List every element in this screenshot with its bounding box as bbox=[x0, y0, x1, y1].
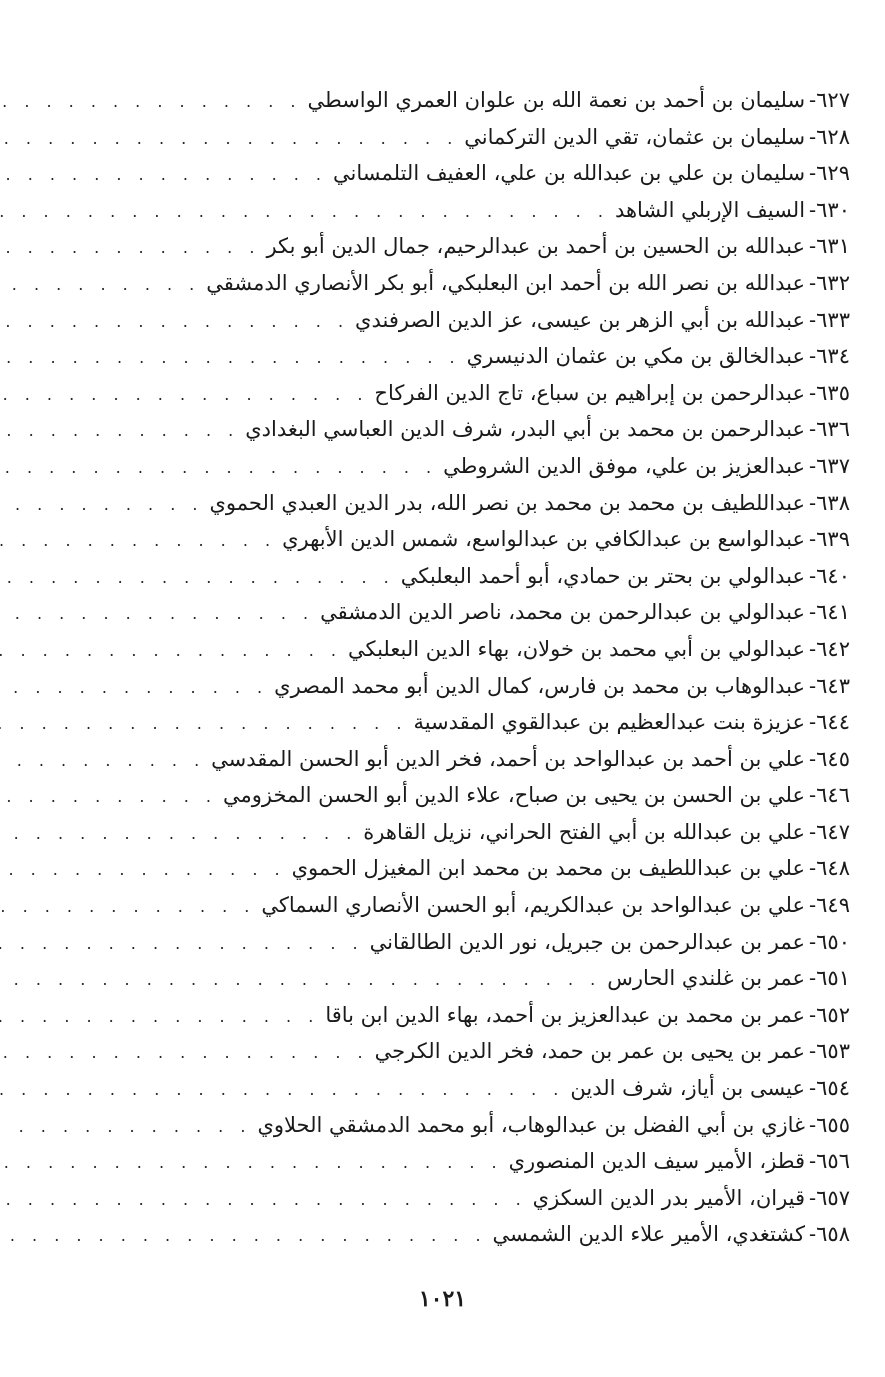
dot-leader bbox=[0, 121, 464, 158]
entry-separator: - bbox=[809, 966, 817, 991]
toc-entry bbox=[112, 594, 850, 631]
toc-entry bbox=[112, 411, 850, 448]
entry-separator: - bbox=[809, 344, 817, 369]
toc-entry bbox=[112, 741, 850, 778]
entry-title: سليمان بن أحمد بن نعمة الله بن علوان العمري الواسطي bbox=[307, 88, 806, 112]
toc-entry bbox=[112, 924, 850, 961]
dot-leader bbox=[0, 926, 370, 963]
entry-number: ٦٥٠ bbox=[816, 929, 850, 954]
entry-number: ٦٣٢ bbox=[816, 270, 850, 295]
entry-separator: - bbox=[809, 197, 817, 222]
entry-separator: - bbox=[809, 307, 817, 332]
entry-title: عمر بن عبدالرحمن بن جبريل، نور الدين الطالقاني bbox=[369, 929, 806, 954]
dot-leader bbox=[0, 889, 261, 926]
entry-separator: - bbox=[809, 88, 817, 112]
entry-number: ٦٣٠ bbox=[816, 197, 850, 222]
dot-leader bbox=[0, 1109, 257, 1146]
entry-number: ٦٤١ bbox=[816, 600, 850, 625]
dot-leader bbox=[0, 194, 615, 231]
dot-leader bbox=[0, 633, 348, 670]
dot-leader bbox=[0, 487, 209, 524]
entry-title: قيران، الأمير بدر الدين السكزي bbox=[532, 1185, 806, 1210]
entry-number: ٦٣٨ bbox=[816, 490, 850, 515]
entry-separator: - bbox=[809, 563, 817, 588]
toc-entry bbox=[112, 485, 850, 522]
dot-leader bbox=[0, 706, 413, 743]
dot-leader bbox=[0, 670, 274, 707]
entry-separator: - bbox=[809, 161, 817, 186]
toc-entry bbox=[112, 448, 850, 485]
dot-leader bbox=[0, 999, 325, 1036]
entry-number: ٦٥٢ bbox=[816, 1002, 850, 1027]
entry-separator: - bbox=[809, 234, 817, 259]
entry-number: ٦٣٦ bbox=[816, 417, 850, 442]
entry-number: ٦٣٩ bbox=[816, 527, 850, 552]
toc-entry bbox=[112, 192, 850, 229]
entry-separator: - bbox=[809, 1222, 817, 1247]
dot-leader bbox=[0, 1182, 533, 1219]
toc-entry bbox=[112, 521, 850, 558]
toc-entry bbox=[112, 265, 850, 302]
entry-number: ٦٣٧ bbox=[816, 453, 850, 478]
entry-title: عبدالله بن الحسين بن أحمد بن عبدالرحيم، جمال الدين أبو بكر bbox=[266, 234, 806, 259]
entry-separator: - bbox=[809, 856, 817, 881]
dot-leader bbox=[0, 84, 307, 121]
entry-number: ٦٤٧ bbox=[816, 819, 850, 844]
toc-entry bbox=[112, 777, 850, 814]
entry-title: عبداللطيف بن محمد بن محمد بن نصر الله، بدر الدين العبدي الحموي bbox=[209, 490, 806, 515]
toc-entry bbox=[112, 1033, 850, 1070]
entry-title: عبدالولي بن بحتر بن حمادي، أبو أحمد البعلبكي bbox=[400, 563, 806, 588]
entry-separator: - bbox=[809, 417, 817, 442]
entry-number: ٦٥٣ bbox=[816, 1039, 850, 1064]
entry-number: ٦٥٤ bbox=[816, 1076, 850, 1101]
entry-title: غازي بن أبي الفضل بن عبدالوهاب، أبو محمد الدمشقي الحلاوي bbox=[257, 1112, 806, 1137]
dot-leader bbox=[0, 596, 320, 633]
dot-leader bbox=[0, 304, 355, 341]
entry-separator: - bbox=[809, 710, 817, 735]
entry-title: سليمان بن علي بن عبدالله بن علي، العفيف التلمساني bbox=[333, 161, 806, 186]
dot-leader bbox=[0, 1145, 509, 1182]
entry-title: علي بن الحسن بن يحيى بن صباح، علاء الدين أبو الحسن المخزومي bbox=[223, 783, 806, 808]
entry-title: عبدالعزيز بن علي، موفق الدين الشروطي bbox=[443, 453, 806, 478]
entry-number: ٦٥٨ bbox=[816, 1222, 850, 1247]
toc-entry bbox=[112, 631, 850, 668]
entry-number: ٦٤٥ bbox=[816, 746, 850, 771]
toc-entry bbox=[112, 1180, 850, 1217]
entry-number: ٦٥٥ bbox=[816, 1112, 850, 1137]
entry-title: عبدالولي بن أبي محمد بن خولان، بهاء الدين البعلبكي bbox=[347, 636, 806, 661]
entry-number: ٦٥٧ bbox=[816, 1185, 850, 1210]
toc-entry bbox=[112, 302, 850, 339]
entry-number: ٦٥٦ bbox=[816, 1149, 850, 1174]
entry-title: عمر بن يحيى بن عمر بن حمد، فخر الدين الكرجي bbox=[374, 1039, 806, 1064]
dot-leader bbox=[0, 377, 374, 414]
toc-entry bbox=[112, 887, 850, 924]
entry-separator: - bbox=[809, 490, 817, 515]
dot-leader bbox=[0, 267, 206, 304]
entry-title: علي بن عبدالله بن أبي الفتح الحراني، نزيل القاهرة bbox=[363, 819, 806, 844]
entry-title: عبدالواسع بن عبدالكافي بن عبدالواسع، شمس الدين الأبهري bbox=[282, 527, 806, 552]
entry-separator: - bbox=[809, 783, 817, 808]
toc-entry bbox=[112, 668, 850, 705]
entry-title: قطز، الأمير سيف الدين المنصوري bbox=[508, 1149, 806, 1174]
entry-separator: - bbox=[809, 1112, 817, 1137]
entry-separator: - bbox=[809, 1185, 817, 1210]
entry-title: عبدالله بن نصر الله بن أحمد ابن البعلبكي، أبو بكر الأنصاري الدمشقي bbox=[206, 270, 806, 295]
entry-separator: - bbox=[809, 929, 817, 954]
entry-title: عيسى بن أياز، شرف الدين bbox=[570, 1076, 806, 1101]
toc-entry bbox=[112, 1107, 850, 1144]
toc-entry bbox=[112, 119, 850, 156]
entry-separator: - bbox=[809, 380, 817, 405]
entry-title: علي بن عبداللطيف بن محمد بن محمد ابن المغيزل الحموي bbox=[291, 856, 806, 881]
dot-leader bbox=[0, 1035, 375, 1072]
entry-separator: - bbox=[809, 124, 817, 149]
page-number: ١٠٢١ bbox=[418, 1286, 467, 1312]
toc-entry bbox=[112, 1216, 850, 1253]
toc-entry bbox=[112, 1143, 850, 1180]
toc-entry bbox=[112, 1070, 850, 1107]
entry-number: ٦٤٢ bbox=[816, 636, 850, 661]
entry-separator: - bbox=[809, 600, 817, 625]
entry-number: ٦٤٦ bbox=[816, 783, 850, 808]
entry-title: عمر بن غلندي الحارس bbox=[607, 966, 806, 991]
entry-separator: - bbox=[809, 673, 817, 698]
dot-leader bbox=[0, 779, 223, 816]
entry-number: ٦٤٤ bbox=[816, 710, 850, 735]
dot-leader bbox=[0, 743, 211, 780]
toc-entry bbox=[112, 558, 850, 595]
entry-separator: - bbox=[809, 636, 817, 661]
entry-title: عبدالولي بن عبدالرحمن بن محمد، ناصر الدين الدمشقي bbox=[320, 600, 806, 625]
entry-number: ٦٣٤ bbox=[816, 344, 850, 369]
entry-separator: - bbox=[809, 270, 817, 295]
dot-leader bbox=[0, 852, 292, 889]
toc-entry bbox=[112, 375, 850, 412]
dot-leader bbox=[0, 157, 333, 194]
dot-leader bbox=[0, 523, 282, 560]
entry-number: ٦٤٣ bbox=[816, 673, 850, 698]
entry-number: ٦٢٩ bbox=[816, 161, 850, 186]
entry-title: السيف الإربلي الشاهد bbox=[614, 197, 806, 222]
entry-title: كشتغدي، الأمير علاء الدين الشمسي bbox=[492, 1222, 806, 1247]
entry-separator: - bbox=[809, 453, 817, 478]
entry-number: ٦٣٣ bbox=[816, 307, 850, 332]
table-of-contents bbox=[112, 82, 850, 1253]
entry-title: علي بن أحمد بن عبدالواحد بن أحمد، فخر الدين أبو الحسن المقدسي bbox=[211, 746, 806, 771]
entry-title: عبدالرحمن بن إبراهيم بن سباع، تاج الدين الفركاح bbox=[374, 380, 806, 405]
entry-number: ٦٥١ bbox=[816, 966, 850, 991]
toc-entry bbox=[112, 155, 850, 192]
entry-separator: - bbox=[809, 819, 817, 844]
dot-leader bbox=[0, 962, 607, 999]
toc-entry bbox=[112, 228, 850, 265]
dot-leader bbox=[0, 413, 245, 450]
entry-title: علي بن عبدالواحد بن عبدالكريم، أبو الحسن الأنصاري السماكي bbox=[261, 893, 806, 918]
entry-number: ٦٤٩ bbox=[816, 893, 850, 918]
toc-entry bbox=[112, 997, 850, 1034]
dot-leader bbox=[0, 816, 363, 853]
entry-title: عبدالوهاب بن محمد بن فارس، كمال الدين أبو محمد المصري bbox=[274, 673, 806, 698]
toc-entry bbox=[112, 704, 850, 741]
entry-number: ٦٤٨ bbox=[816, 856, 850, 881]
toc-entry bbox=[112, 850, 850, 887]
entry-number: ٦٢٨ bbox=[816, 124, 850, 149]
entry-number: ٦٣٥ bbox=[816, 380, 850, 405]
entry-number: ٦٤٠ bbox=[816, 563, 850, 588]
entry-title: سليمان بن عثمان، تقي الدين التركماني bbox=[464, 124, 806, 149]
entry-title: عبدالله بن أبي الزهر بن عيسى، عز الدين الصرفندي bbox=[355, 307, 806, 332]
dot-leader bbox=[0, 1072, 570, 1109]
entry-title: عمر بن محمد بن عبدالعزيز بن أحمد، بهاء الدين ابن باقا bbox=[325, 1002, 806, 1027]
toc-entry bbox=[112, 814, 850, 851]
toc-entry bbox=[112, 82, 850, 119]
entry-separator: - bbox=[809, 893, 817, 918]
dot-leader bbox=[0, 340, 467, 377]
entry-separator: - bbox=[809, 527, 817, 552]
entry-number: ٦٣١ bbox=[816, 234, 850, 259]
entry-separator: - bbox=[809, 746, 817, 771]
dot-leader bbox=[0, 560, 401, 597]
entry-separator: - bbox=[809, 1039, 817, 1064]
dot-leader bbox=[0, 1218, 493, 1255]
toc-entry bbox=[112, 338, 850, 375]
entry-title: عبدالرحمن بن محمد بن أبي البدر، شرف الدين العباسي البغدادي bbox=[245, 417, 806, 442]
toc-entry bbox=[112, 960, 850, 997]
dot-leader bbox=[0, 230, 266, 267]
entry-number: ٦٢٧ bbox=[816, 88, 850, 112]
entry-title: عزيزة بنت عبدالعظيم بن عبدالقوي المقدسية bbox=[413, 710, 806, 735]
entry-separator: - bbox=[809, 1149, 817, 1174]
entry-separator: - bbox=[809, 1002, 817, 1027]
entry-title: عبدالخالق بن مكي بن عثمان الدنيسري bbox=[466, 344, 806, 369]
dot-leader bbox=[0, 450, 443, 487]
entry-separator: - bbox=[809, 1076, 817, 1101]
